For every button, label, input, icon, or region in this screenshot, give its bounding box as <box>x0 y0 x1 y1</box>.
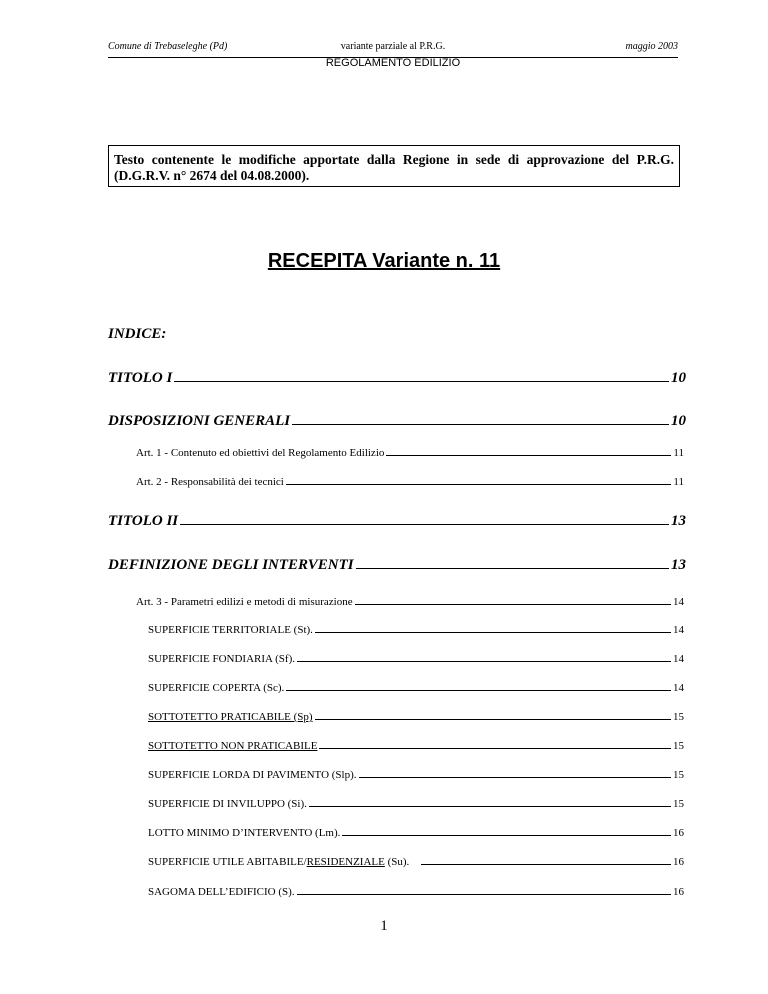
toc-entry-page: 14 <box>673 596 684 608</box>
index-heading: INDICE: <box>108 326 167 342</box>
toc-entry-superficie-coperta[interactable] <box>148 682 684 694</box>
toc-entry-label-part: SUPERFICIE UTILE ABITABILE/ <box>148 856 307 868</box>
header-document-type: variante parziale al P.R.G. <box>340 41 446 52</box>
toc-leader-line <box>297 894 671 895</box>
toc-entry-label: TITOLO I <box>108 370 173 386</box>
toc-entry-label: Art. 1 - Contenuto ed obiettivi del Regolamento Edilizio <box>136 447 385 459</box>
toc-entry-disposizioni-generali[interactable] <box>108 413 686 430</box>
page-header <box>108 41 678 58</box>
toc-entry-label: SOTTOTETTO PRATICABILE (Sp) <box>148 711 313 723</box>
toc-entry-label: SUPERFICIE LORDA DI PAVIMENTO (Slp). <box>148 769 357 781</box>
toc-leader-line <box>309 806 671 807</box>
toc-leader-line <box>297 661 671 662</box>
toc-entry-page: 11 <box>673 447 684 459</box>
toc-entry-superficie-territoriale[interactable] <box>148 624 684 636</box>
toc-entry-superficie-fondiaria[interactable] <box>148 653 684 665</box>
toc-entry-sagoma-edificio[interactable] <box>148 886 684 898</box>
toc-leader-line <box>180 524 669 525</box>
toc-entry-superficie-lorda[interactable] <box>148 769 684 781</box>
toc-entry-page: 15 <box>673 798 684 810</box>
toc-leader-line <box>315 719 671 720</box>
toc-entry-superficie-inviluppo[interactable] <box>148 798 684 810</box>
toc-leader-line <box>292 424 669 425</box>
toc-entry-label: SUPERFICIE DI INVILUPPO (Si). <box>148 798 307 810</box>
toc-leader-line <box>359 777 671 778</box>
toc-entry-page: 13 <box>671 513 686 529</box>
toc-entry-page: 15 <box>673 711 684 723</box>
toc-leader-line <box>342 835 671 836</box>
toc-entry-page: 15 <box>673 740 684 752</box>
toc-leader-line <box>286 690 671 691</box>
toc-leader-line <box>286 484 672 485</box>
toc-leader-line <box>386 455 671 456</box>
toc-entry-label: TITOLO II <box>108 513 179 529</box>
toc-entry-page: 15 <box>673 769 684 781</box>
toc-leader-line <box>319 748 671 749</box>
toc-entry-label: SUPERFICIE FONDIARIA (Sf). <box>148 653 295 665</box>
document-title: RECEPITA Variante n. 11 <box>267 250 501 272</box>
toc-entry-label: Art. 3 - Parametri edilizi e metodi di misurazione <box>136 596 353 608</box>
toc-entry-label: LOTTO MINIMO D’INTERVENTO (Lm). <box>148 827 341 839</box>
toc-entry-label: DISPOSIZIONI GENERALI <box>108 413 291 429</box>
toc-entry-definizione-interventi[interactable] <box>108 557 686 574</box>
toc-entry-page: 10 <box>671 413 686 429</box>
header-subtitle: REGOLAMENTO EDILIZIO <box>325 57 461 69</box>
toc-entry-art-1[interactable] <box>136 447 684 459</box>
toc-entry-label: DEFINIZIONE DEGLI INTERVENTI <box>108 557 354 573</box>
approval-notice-text: Testo contenente le modifiche apportate dalla Regione in sede di approvazione del P.R.G. (D.G.R.V. n° 2674 del 04.08.2000). <box>114 152 674 183</box>
toc-leader-line <box>421 864 671 865</box>
toc-entry-label: SOTTOTETTO NON PRATICABILE <box>148 740 318 752</box>
toc-entry-page: 13 <box>671 557 686 573</box>
toc-entry-superficie-utile[interactable] <box>148 856 684 868</box>
header-date: maggio 2003 <box>625 41 678 52</box>
toc-entry-sottotetto-praticabile[interactable] <box>148 711 684 723</box>
toc-entry-page: 16 <box>673 856 684 868</box>
toc-entry-sottotetto-non-praticabile[interactable] <box>148 740 684 752</box>
toc-entry-titolo-1[interactable] <box>108 370 686 387</box>
toc-entry-label: SAGOMA DELL’EDIFICIO (S). <box>148 886 295 898</box>
toc-entry-label <box>148 856 409 868</box>
approval-notice-box <box>108 145 680 187</box>
toc-leader-line <box>315 632 671 633</box>
toc-entry-page: 14 <box>673 653 684 665</box>
toc-entry-page: 10 <box>671 370 686 386</box>
header-municipality: Comune di Trebaseleghe (Pd) <box>108 41 228 52</box>
page-number: 1 <box>380 918 388 934</box>
toc-entry-page: 14 <box>673 682 684 694</box>
toc-entry-art-2[interactable] <box>136 476 684 488</box>
toc-entry-label-underlined: RESIDENZIALE <box>306 856 385 868</box>
toc-entry-lotto-minimo[interactable] <box>148 827 684 839</box>
toc-entry-page: 16 <box>673 886 684 898</box>
toc-leader-line <box>355 604 671 605</box>
toc-entry-label-part: (Su). <box>384 856 410 868</box>
toc-entry-label: SUPERFICIE COPERTA (Sc). <box>148 682 285 694</box>
toc-entry-label: Art. 2 - Responsabilità dei tecnici <box>136 476 284 488</box>
toc-entry-page: 16 <box>673 827 684 839</box>
toc-entry-art-3[interactable] <box>136 596 684 608</box>
toc-entry-page: 11 <box>673 476 684 488</box>
toc-leader-line <box>356 568 669 569</box>
toc-entry-titolo-2[interactable] <box>108 513 686 530</box>
toc-entry-page: 14 <box>673 624 684 636</box>
toc-entry-label: SUPERFICIE TERRITORIALE (St). <box>148 624 313 636</box>
toc-leader-line <box>174 381 669 382</box>
